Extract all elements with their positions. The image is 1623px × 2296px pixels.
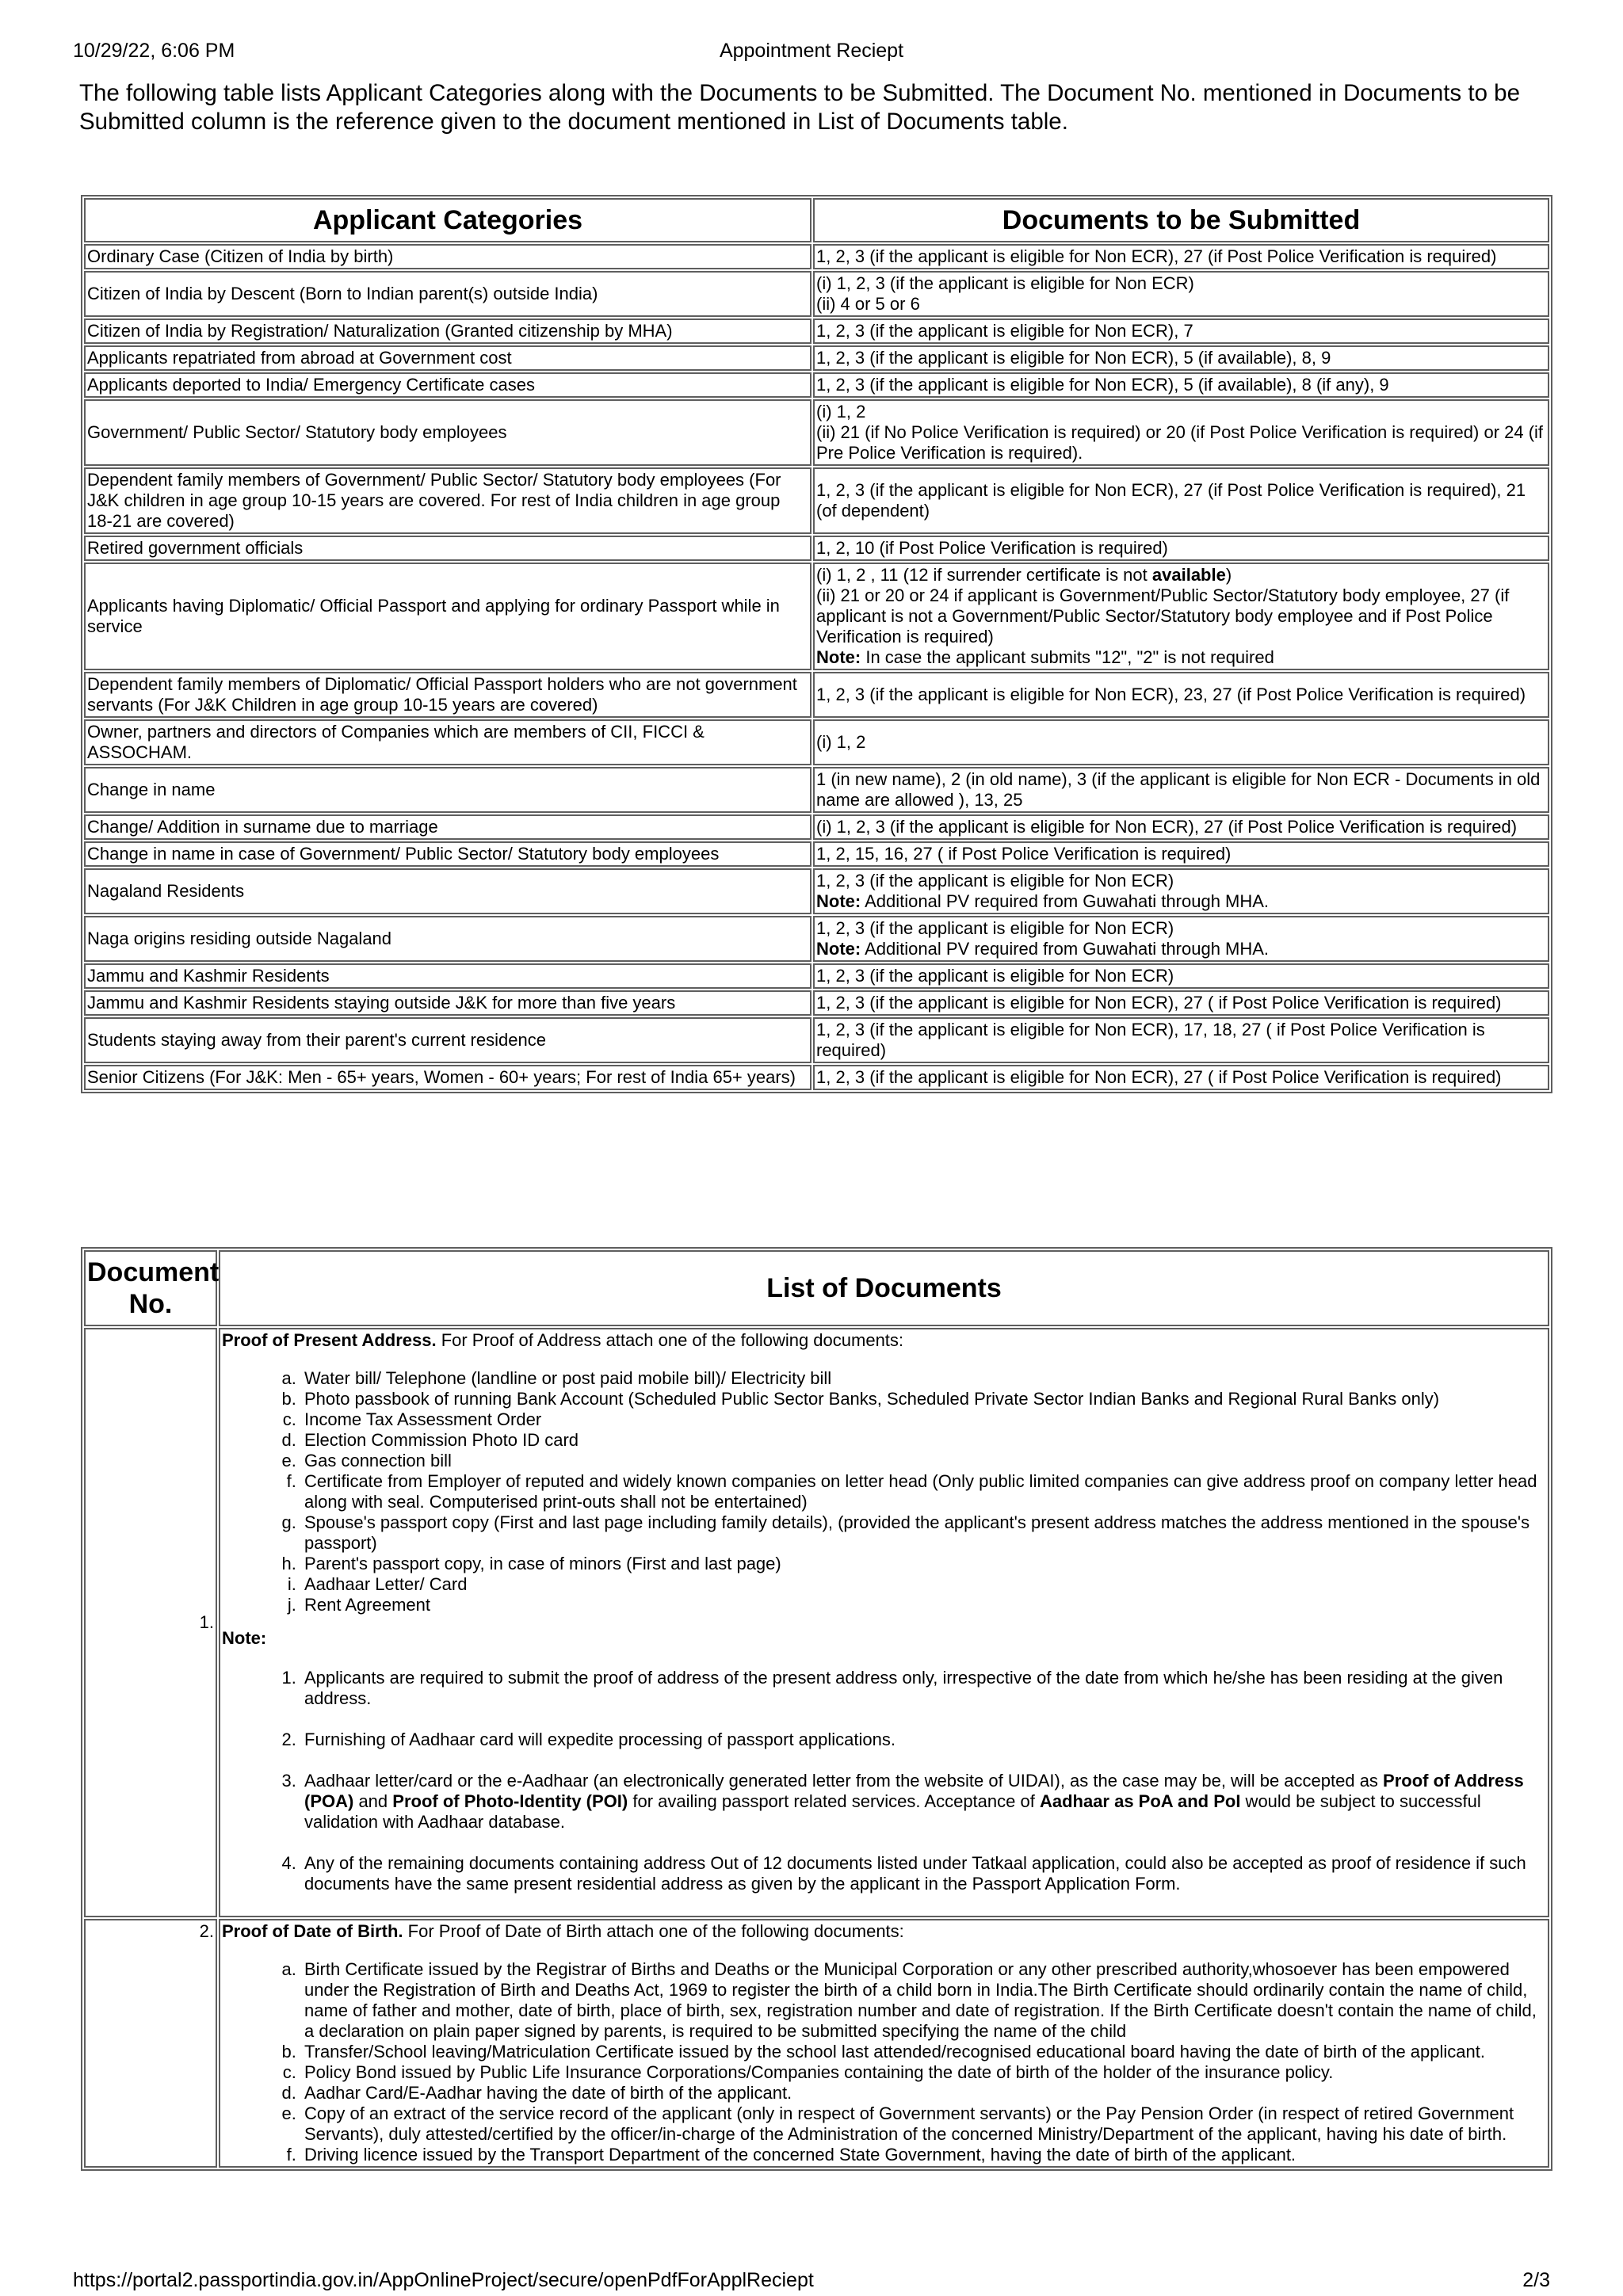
list-item: i. Aadhaar Letter/ Card: [301, 1574, 1546, 1595]
print-datetime: 10/29/22, 6:06 PM: [73, 40, 235, 62]
document-heading: [222, 1330, 1546, 1351]
documents-cell: [813, 399, 1549, 466]
applicant-category-cell: Change/ Addition in surname due to marriage: [84, 814, 812, 840]
documents-cell: [813, 841, 1549, 867]
list-of-documents-table: [81, 1247, 1552, 2171]
list-item: c. Income Tax Assessment Order: [301, 1409, 1546, 1430]
documents-line: (i) 1, 2: [816, 402, 866, 421]
applicant-category-cell: Jammu and Kashmir Residents staying outside J&K for more than five years: [84, 990, 812, 1016]
list-item: f. Certificate from Employer of reputed and widely known companies on letter head (Only public limited companies can give address proof on company letter head along with seal. Computerised print-outs shall not be entertained): [301, 1471, 1546, 1512]
list-item: c. Policy Bond issued by Public Life Insurance Corporations/Companies containing the date of birth of the holder of the insurance policy.: [301, 2062, 1546, 2083]
documents-line: 1, 2, 10 (if Post Police Verification is required): [816, 538, 1168, 558]
documents-cell: [813, 868, 1549, 914]
table-row: [84, 1065, 1549, 1090]
documents-cell: [813, 916, 1549, 962]
list-item: d. Aadhar Card/E-Aadhar having the date of birth of the applicant.: [301, 2083, 1546, 2103]
note-item: 2. Furnishing of Aadhaar card will expedite processing of passport applications.: [301, 1730, 1546, 1750]
documents-line: 1, 2, 3 (if the applicant is eligible for Non ECR): [816, 966, 1174, 986]
table-row: [84, 467, 1549, 534]
table-row: [84, 244, 1549, 269]
table-row: [84, 1328, 1549, 1917]
documents-cell: [813, 767, 1549, 813]
documents-line: (i) 1, 2, 3 (if the applicant is eligible for Non ECR): [816, 273, 1194, 293]
documents-cell: [813, 467, 1549, 534]
table-row: [84, 719, 1549, 765]
table-row: [84, 868, 1549, 914]
document-description: [219, 1919, 1549, 2168]
applicant-category-cell: Owner, partners and directors of Companies which are members of CII, FICCI & ASSOCHAM.: [84, 719, 812, 765]
notes-list: [222, 1668, 1546, 1894]
table-header-row: [84, 198, 1549, 242]
document-number: 2.: [84, 1919, 217, 2168]
documents-cell: [813, 963, 1549, 989]
documents-line: 1, 2, 3 (if the applicant is eligible for Non ECR), 23, 27 (if Post Police Verification is required): [816, 685, 1526, 704]
table-row: [84, 990, 1549, 1016]
note-text: Aadhaar letter/card or the e-Aadhaar (an electronically generated letter from the website of UIDAI), as the case may be, will be accepted as: [304, 1771, 1384, 1791]
document-number: 1.: [84, 1328, 217, 1917]
applicant-category-cell: Change in name: [84, 767, 812, 813]
documents-line: [816, 565, 1546, 585]
note-item: 4. Any of the remaining documents containing address Out of 12 documents listed under Tatkaal application, could also be accepted as proof of residence if such documents have the same present residential address as given by the applicant in the Passport Application Form.: [301, 1853, 1546, 1894]
categories-table-body: [84, 244, 1549, 1090]
table-row: [84, 963, 1549, 989]
note-label: Note:: [816, 891, 861, 911]
applicant-category-cell: Government/ Public Sector/ Statutory body employees: [84, 399, 812, 466]
document-description: [219, 1328, 1549, 1917]
table-row: [84, 536, 1549, 561]
applicant-category-cell: Jammu and Kashmir Residents: [84, 963, 812, 989]
list-item: j. Rent Agreement: [301, 1595, 1546, 1615]
table-header-row: [84, 1250, 1549, 1326]
applicant-category-cell: Applicants deported to India/ Emergency Certificate cases: [84, 372, 812, 398]
table-row: [84, 814, 1549, 840]
document-heading: [222, 1921, 1546, 1942]
table-row: [84, 672, 1549, 718]
applicant-category-cell: Senior Citizens (For J&K: Men - 65+ years, Women - 60+ years; For rest of India 65+ years): [84, 1065, 812, 1090]
table-row: [84, 1017, 1549, 1063]
documents-line: 1, 2, 3 (if the applicant is eligible for Non ECR), 17, 18, 27 ( if Post Police Verification is required): [816, 1020, 1485, 1060]
documents-cell: [813, 1065, 1549, 1090]
table-row: [84, 271, 1549, 317]
note-label: Note:: [816, 939, 861, 959]
table-row: [84, 372, 1549, 398]
table-row: [84, 399, 1549, 466]
page-number: 2/3: [1522, 2269, 1550, 2291]
page-url: https://portal2.passportindia.gov.in/AppOnlineProject/secure/openPdfForApplReciept: [73, 2269, 814, 2291]
documents-line: 1, 2, 3 (if the applicant is eligible for Non ECR), 5 (if available), 8, 9: [816, 348, 1331, 368]
table-row: [84, 563, 1549, 670]
documents-line: (i) 1, 2, 3 (if the applicant is eligible for Non ECR), 27 (if Post Police Verification is required): [816, 817, 1518, 837]
accepted-documents-list: [222, 1368, 1546, 1615]
note-bold-text: Proof of Photo-Identity (POI): [392, 1791, 628, 1811]
note-text: for availing passport related services. Acceptance of: [628, 1791, 1040, 1811]
documents-line: 1, 2, 3 (if the applicant is eligible for Non ECR), 27 (if Post Police Verification is required), 21 (of dependent): [816, 480, 1526, 521]
table-row: [84, 841, 1549, 867]
applicant-category-cell: Applicants repatriated from abroad at Government cost: [84, 345, 812, 371]
note-item: 1. Applicants are required to submit the proof of address of the present address only, irrespective of the date from which he/she has been residing at the given address.: [301, 1668, 1546, 1709]
intro-paragraph: The following table lists Applicant Categories along with the Documents to be Submitted. The Document No. mentioned in Documents to be Submitted column is the reference given to the document mentioned in List of Documents table.: [79, 80, 1520, 135]
list-item: h. Parent's passport copy, in case of minors (First and last page): [301, 1554, 1546, 1574]
list-item: a. Birth Certificate issued by the Registrar of Births and Deaths or the Municipal Corporation or any other prescribed authority,whosoever has been empowered under the Registration of Birth and Deaths Act, 1969 to register the birth of a child born in India.The Birth Certificate should ordinarily contain the name of child, name of father and mother, date of birth, place of birth, sex, registration number and date of registration. If the Birth Certificate doesn't contain the name of child, a declaration on plain paper signed by parents, is required to be submitted specifying the name of the child: [301, 1959, 1546, 2042]
documents-cell: [813, 372, 1549, 398]
documents-line: 1, 2, 15, 16, 27 ( if Post Police Verification is required): [816, 844, 1232, 864]
list-item: g. Spouse's passport copy (First and last page including family details), (provided the applicant's present address matches the address mentioned in the spouse's passport): [301, 1512, 1546, 1554]
note-bold-text: Proof of Address (POA): [304, 1771, 1524, 1811]
applicant-category-cell: Applicants having Diplomatic/ Official Passport and applying for ordinary Passport while in service: [84, 563, 812, 670]
document-intro: For Proof of Address attach one of the following documents:: [436, 1330, 904, 1350]
documents-note: [816, 647, 1546, 668]
list-item: a. Water bill/ Telephone (landline or post paid mobile bill)/ Electricity bill: [301, 1368, 1546, 1389]
table-row: [84, 767, 1549, 813]
documents-line: (ii) 21 or 20 or 24 if applicant is Government/Public Sector/Statutory body employee, 27 (if applicant is not a Government/Public Sector/Statutory body employee and if Post Police Verification is required): [816, 585, 1510, 646]
documents-line: (ii) 21 (if No Police Verification is required) or 20 (if Post Police Verification is required) or 24 (if Pre Police Verification is required).: [816, 422, 1544, 463]
documents-text: (i) 1, 2 , 11 (12 if surrender certificate is not: [816, 565, 1152, 585]
column-header-documents: Documents to be Submitted: [813, 198, 1549, 242]
documents-cell: [813, 271, 1549, 317]
list-item: b. Transfer/School leaving/Matriculation Certificate issued by the school last attended/recognised educational board having the date of birth of the applicant.: [301, 2042, 1546, 2062]
documents-cell: [813, 1017, 1549, 1063]
note-label: Note:: [816, 647, 861, 667]
note-text: Additional PV required from Guwahati through MHA.: [861, 891, 1270, 911]
list-item: d. Election Commission Photo ID card: [301, 1430, 1546, 1451]
applicant-category-cell: Retired government officials: [84, 536, 812, 561]
column-header-categories: Applicant Categories: [84, 198, 812, 242]
documents-line: 1, 2, 3 (if the applicant is eligible for Non ECR): [816, 871, 1174, 891]
column-header-list-of-documents: List of Documents: [219, 1250, 1549, 1326]
note-label: Note:: [222, 1628, 267, 1648]
applicant-category-cell: Nagaland Residents: [84, 868, 812, 914]
applicant-category-cell: Citizen of India by Descent (Born to Indian parent(s) outside India): [84, 271, 812, 317]
note-text: would be subject to successful validation with Aadhaar database.: [304, 1791, 1481, 1832]
documents-text: ): [1225, 565, 1232, 585]
documents-note: [816, 891, 1546, 912]
table-row: [84, 1919, 1549, 2168]
documents-cell: [813, 990, 1549, 1016]
page-title: Appointment Reciept: [719, 40, 904, 62]
table-row: [84, 345, 1549, 371]
applicant-category-cell: Ordinary Case (Citizen of India by birth): [84, 244, 812, 269]
documents-cell: [813, 719, 1549, 765]
documents-line: (ii) 4 or 5 or 6: [816, 294, 920, 314]
documents-cell: [813, 244, 1549, 269]
documents-line: (i) 1, 2: [816, 732, 866, 752]
note-text: In case the applicant submits "12", "2" is not required: [861, 647, 1274, 667]
list-item: f. Driving licence issued by the Transport Department of the concerned State Government, having the date of birth of the applicant.: [301, 2145, 1546, 2165]
document-title: Proof of Present Address.: [222, 1330, 437, 1350]
note-item: [301, 1771, 1546, 1833]
documents-bold-text: available: [1151, 565, 1226, 585]
table-row: [84, 318, 1549, 344]
applicant-category-cell: Naga origins residing outside Nagaland: [84, 916, 812, 962]
accepted-documents-list: [222, 1959, 1546, 2165]
applicant-category-cell: Students staying away from their parent's current residence: [84, 1017, 812, 1063]
applicant-category-cell: Dependent family members of Diplomatic/ Official Passport holders who are not government servants (For J&K Children in age group 10-15 years are covered): [84, 672, 812, 718]
documents-cell: [813, 536, 1549, 561]
documents-line: 1, 2, 3 (if the applicant is eligible for Non ECR), 5 (if available), 8 (if any), 9: [816, 375, 1389, 395]
table-row: [84, 916, 1549, 962]
documents-cell: [813, 563, 1549, 670]
list-item: b. Photo passbook of running Bank Account (Scheduled Public Sector Banks, Scheduled Private Sector Indian Banks and Regional Rural Banks only): [301, 1389, 1546, 1409]
column-header-document-no: Document No.: [84, 1250, 217, 1326]
documents-line: 1 (in new name), 2 (in old name), 3 (if the applicant is eligible for Non ECR - Documents in old name are allowed ), 13, 25: [816, 769, 1541, 810]
applicant-categories-table: [81, 195, 1552, 1093]
note-text: Additional PV required from Guwahati through MHA.: [861, 939, 1270, 959]
documents-line: 1, 2, 3 (if the applicant is eligible for Non ECR), 27 ( if Post Police Verification is required): [816, 1067, 1502, 1087]
list-item: e. Copy of an extract of the service record of the applicant (only in respect of Government servants) or the Pay Pension Order (in respect of retired Government Servants), duly attested/certified by the officer/in-charge of the Administration of the concerned Ministry/Department of the applicant, having his date of birth.: [301, 2103, 1546, 2145]
documents-cell: [813, 345, 1549, 371]
document-title: Proof of Date of Birth.: [222, 1921, 403, 1941]
documents-note: [816, 939, 1546, 959]
documents-line: 1, 2, 3 (if the applicant is eligible for Non ECR), 27 (if Post Police Verification is required): [816, 246, 1497, 266]
note-text: and: [353, 1791, 393, 1811]
applicant-category-cell: Citizen of India by Registration/ Naturalization (Granted citizenship by MHA): [84, 318, 812, 344]
documents-line: 1, 2, 3 (if the applicant is eligible for Non ECR), 27 ( if Post Police Verification is required): [816, 993, 1502, 1013]
documents-line: 1, 2, 3 (if the applicant is eligible for Non ECR), 7: [816, 321, 1193, 341]
documents-cell: [813, 672, 1549, 718]
documents-line: 1, 2, 3 (if the applicant is eligible for Non ECR): [816, 918, 1174, 938]
applicant-category-cell: Change in name in case of Government/ Public Sector/ Statutory body employees: [84, 841, 812, 867]
list-item: e. Gas connection bill: [301, 1451, 1546, 1471]
documents-cell: [813, 318, 1549, 344]
documents-cell: [813, 814, 1549, 840]
note-bold-text: Aadhaar as PoA and PoI: [1039, 1791, 1241, 1811]
applicant-category-cell: Dependent family members of Government/ Public Sector/ Statutory body employees (For J&K children in age group 10-15 years are covered. For rest of India children in age group 18-21 are covered): [84, 467, 812, 534]
document-intro: For Proof of Date of Birth attach one of the following documents:: [403, 1921, 904, 1941]
